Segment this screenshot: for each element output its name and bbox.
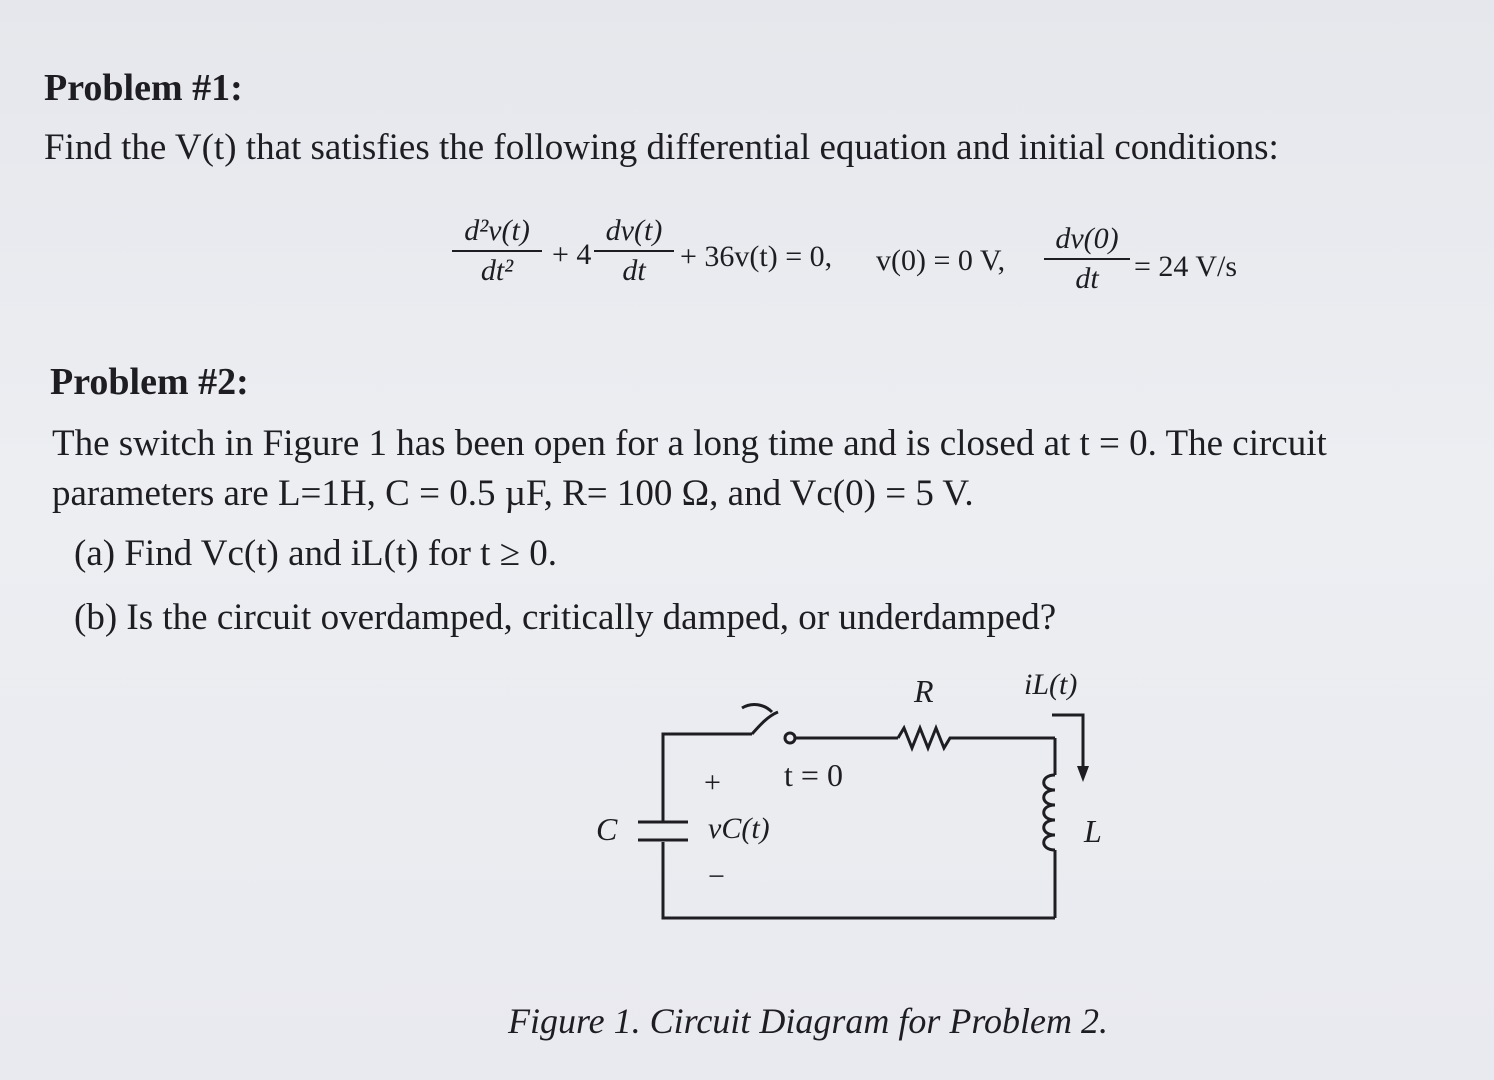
initial-condition-1: v(0) = 0 V, [876,244,1006,277]
label-C: C [596,811,618,847]
problem2-part-a: (a) Find Vc(t) and iL(t) for t ≥ 0. [74,533,558,574]
current-arrow-head [1077,766,1089,782]
coef-4: + 4 [552,238,592,271]
label-iL: iL(t) [1024,668,1078,701]
switch-pivot [785,733,795,743]
current-arrow-line [1052,715,1083,768]
label-switch-time: t = 0 [784,757,843,793]
label-L: L [1084,813,1102,849]
d2v-denominator: dt² [480,254,514,287]
equation-rest: + 36v(t) = 0, [680,240,833,273]
label-vc: vC(t) [708,812,770,845]
figure-caption: Figure 1. Circuit Diagram for Problem 2. [508,1001,1108,1041]
problem2-part-b: (b) Is the circuit overdamped, critically damped, or underdamped? [74,597,1057,638]
problem2-heading: Problem #2: [50,361,249,403]
label-R: R [914,673,934,709]
dv-denominator: dt [622,254,646,287]
label-plus: + [704,766,721,799]
dv-numerator: dv(t) [605,214,663,247]
switch-blade [752,712,778,734]
initial-condition-2-value: = 24 V/s [1134,250,1238,283]
d2v-numerator: d²v(t) [464,214,530,247]
dv0-denominator: dt [1075,262,1099,295]
switch-arrow [742,705,772,712]
problem2-line2: parameters are L=1H, C = 0.5 µF, R= 100 Ω, and Vc(0) = 5 V. [52,473,974,514]
problem1-statement: Find the V(t) that satisfies the following differential equation and initial conditions: [44,127,1279,168]
problem2-line1: The switch in Figure 1 has been open for a long time and is closed at t = 0. The circuit [52,423,1327,464]
dv0-numerator: dv(0) [1055,222,1119,255]
problem1-heading: Problem #1: [44,67,243,109]
inductor-coil [1044,775,1055,850]
resistor-zigzag [898,728,1055,748]
label-minus: − [708,860,725,893]
